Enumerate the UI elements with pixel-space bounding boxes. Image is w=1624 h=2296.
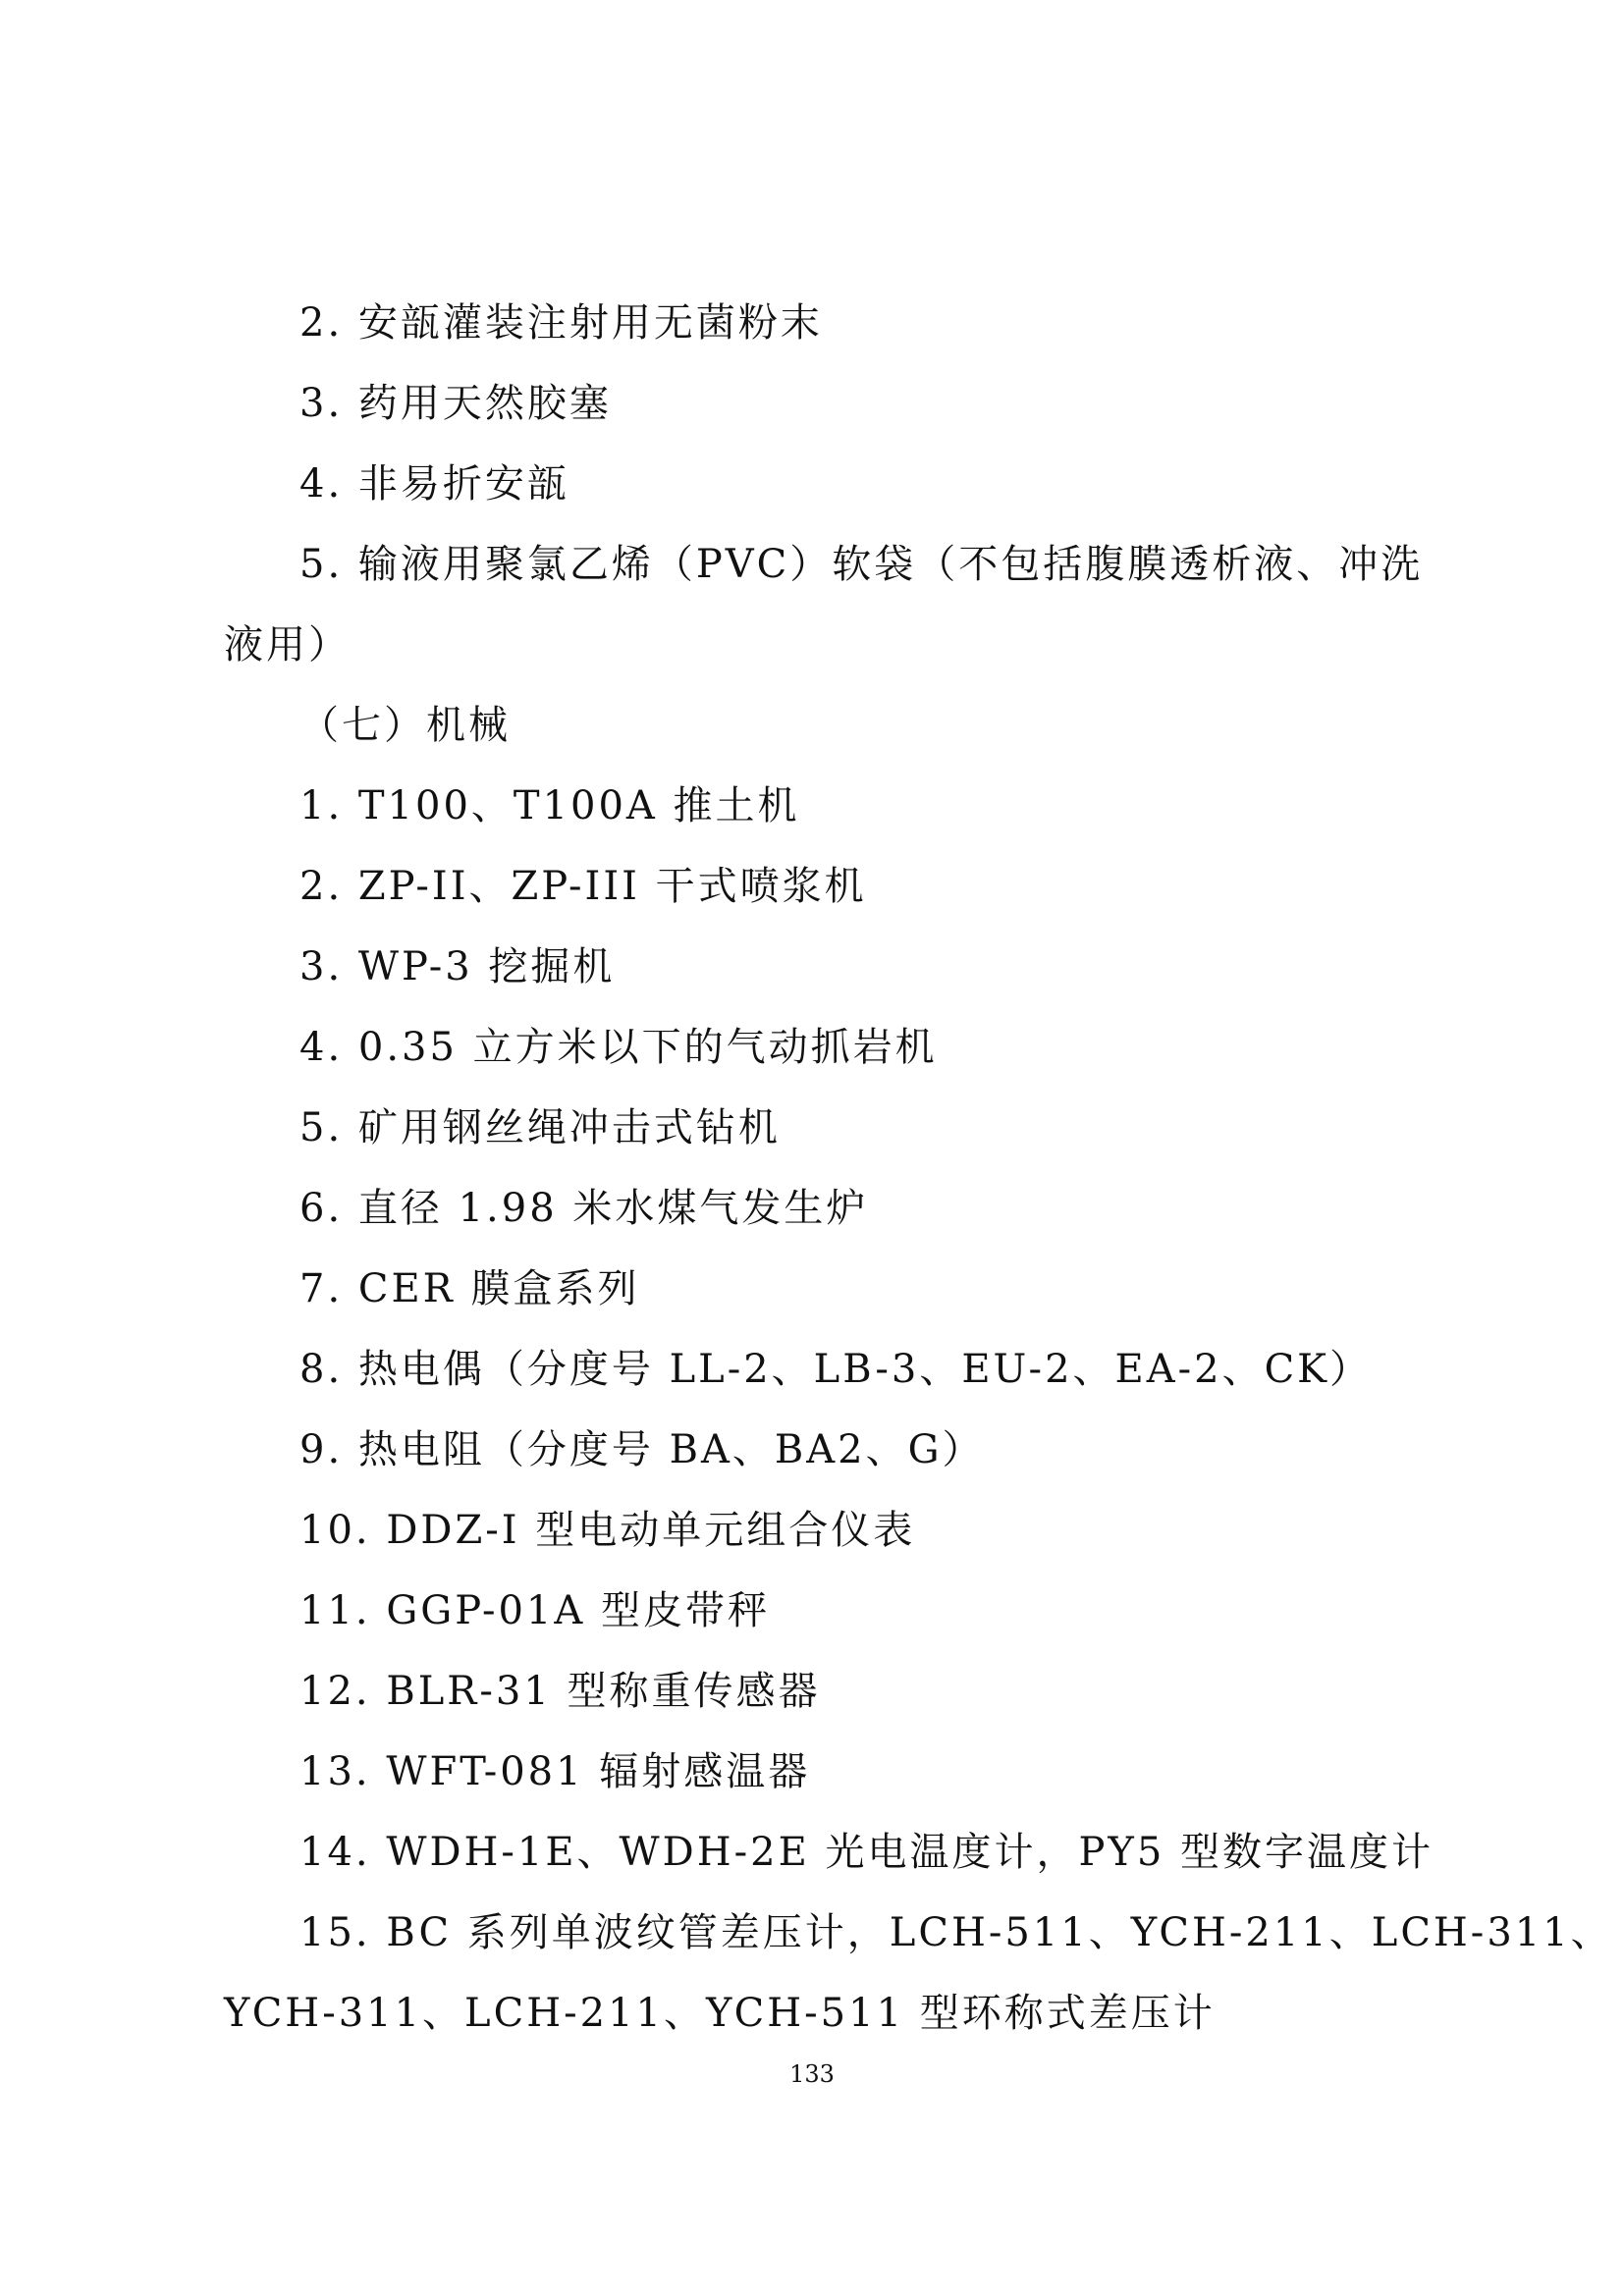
list-item-differential-manometer-continued: YCH-311、LCH-211、YCH-511 型环称式差压计 <box>224 1991 1216 2036</box>
list-item-weighing-sensor: 12. BLR-31 型称重传感器 <box>299 1669 821 1714</box>
list-item-shotcrete-machine: 2. ZP-II、ZP-III 干式喷浆机 <box>299 864 867 909</box>
list-item-cer-capsule: 7. CER 膜盒系列 <box>299 1266 640 1311</box>
section-heading-machinery: （七）机械 <box>299 703 511 748</box>
list-item-ampoule-powder: 2. 安瓿灌装注射用无菌粉末 <box>299 300 823 346</box>
list-item-ddz-instrument: 10. DDZ-I 型电动单元组合仪表 <box>299 1508 916 1553</box>
list-item-thermal-resistor: 9. 热电阻（分度号 BA、BA2、G） <box>299 1427 985 1472</box>
list-item-excavator: 3. WP-3 挖掘机 <box>299 944 616 989</box>
list-item-differential-manometer: 15. BC 系列单波纹管差压计，LCH-511、YCH-211、LCH-311、 <box>299 1910 1613 1955</box>
list-item-thermocouple: 8. 热电偶（分度号 LL-2、LB-3、EU-2、EA-2、CK） <box>299 1347 1373 1392</box>
page-number: 133 <box>789 2060 835 2088</box>
list-item-drilling-rig: 5. 矿用钢丝绳冲击式钻机 <box>299 1105 781 1150</box>
list-item-rubber-stopper: 3. 药用天然胶塞 <box>299 381 612 426</box>
list-item-gas-generator: 6. 直径 1.98 米水煤气发生炉 <box>299 1186 869 1231</box>
list-item-bulldozer: 1. T100、T100A 推土机 <box>299 783 800 828</box>
list-item-rock-grab: 4. 0.35 立方米以下的气动抓岩机 <box>299 1025 938 1070</box>
list-item-radiation-sensor: 13. WFT-081 辐射感温器 <box>299 1749 811 1794</box>
list-item-non-breakable-ampoule: 4. 非易折安瓿 <box>299 461 569 507</box>
list-item-pvc-bag-continued: 液用） <box>224 622 351 667</box>
list-item-belt-scale: 11. GGP-01A 型皮带秤 <box>299 1588 770 1633</box>
list-item-pvc-bag: 5. 输液用聚氯乙烯（PVC）软袋（不包括腹膜透析液、冲洗 <box>299 542 1424 587</box>
list-item-photoelectric-thermometer: 14. WDH-1E、WDH-2E 光电温度计，PY5 型数字温度计 <box>299 1830 1434 1875</box>
